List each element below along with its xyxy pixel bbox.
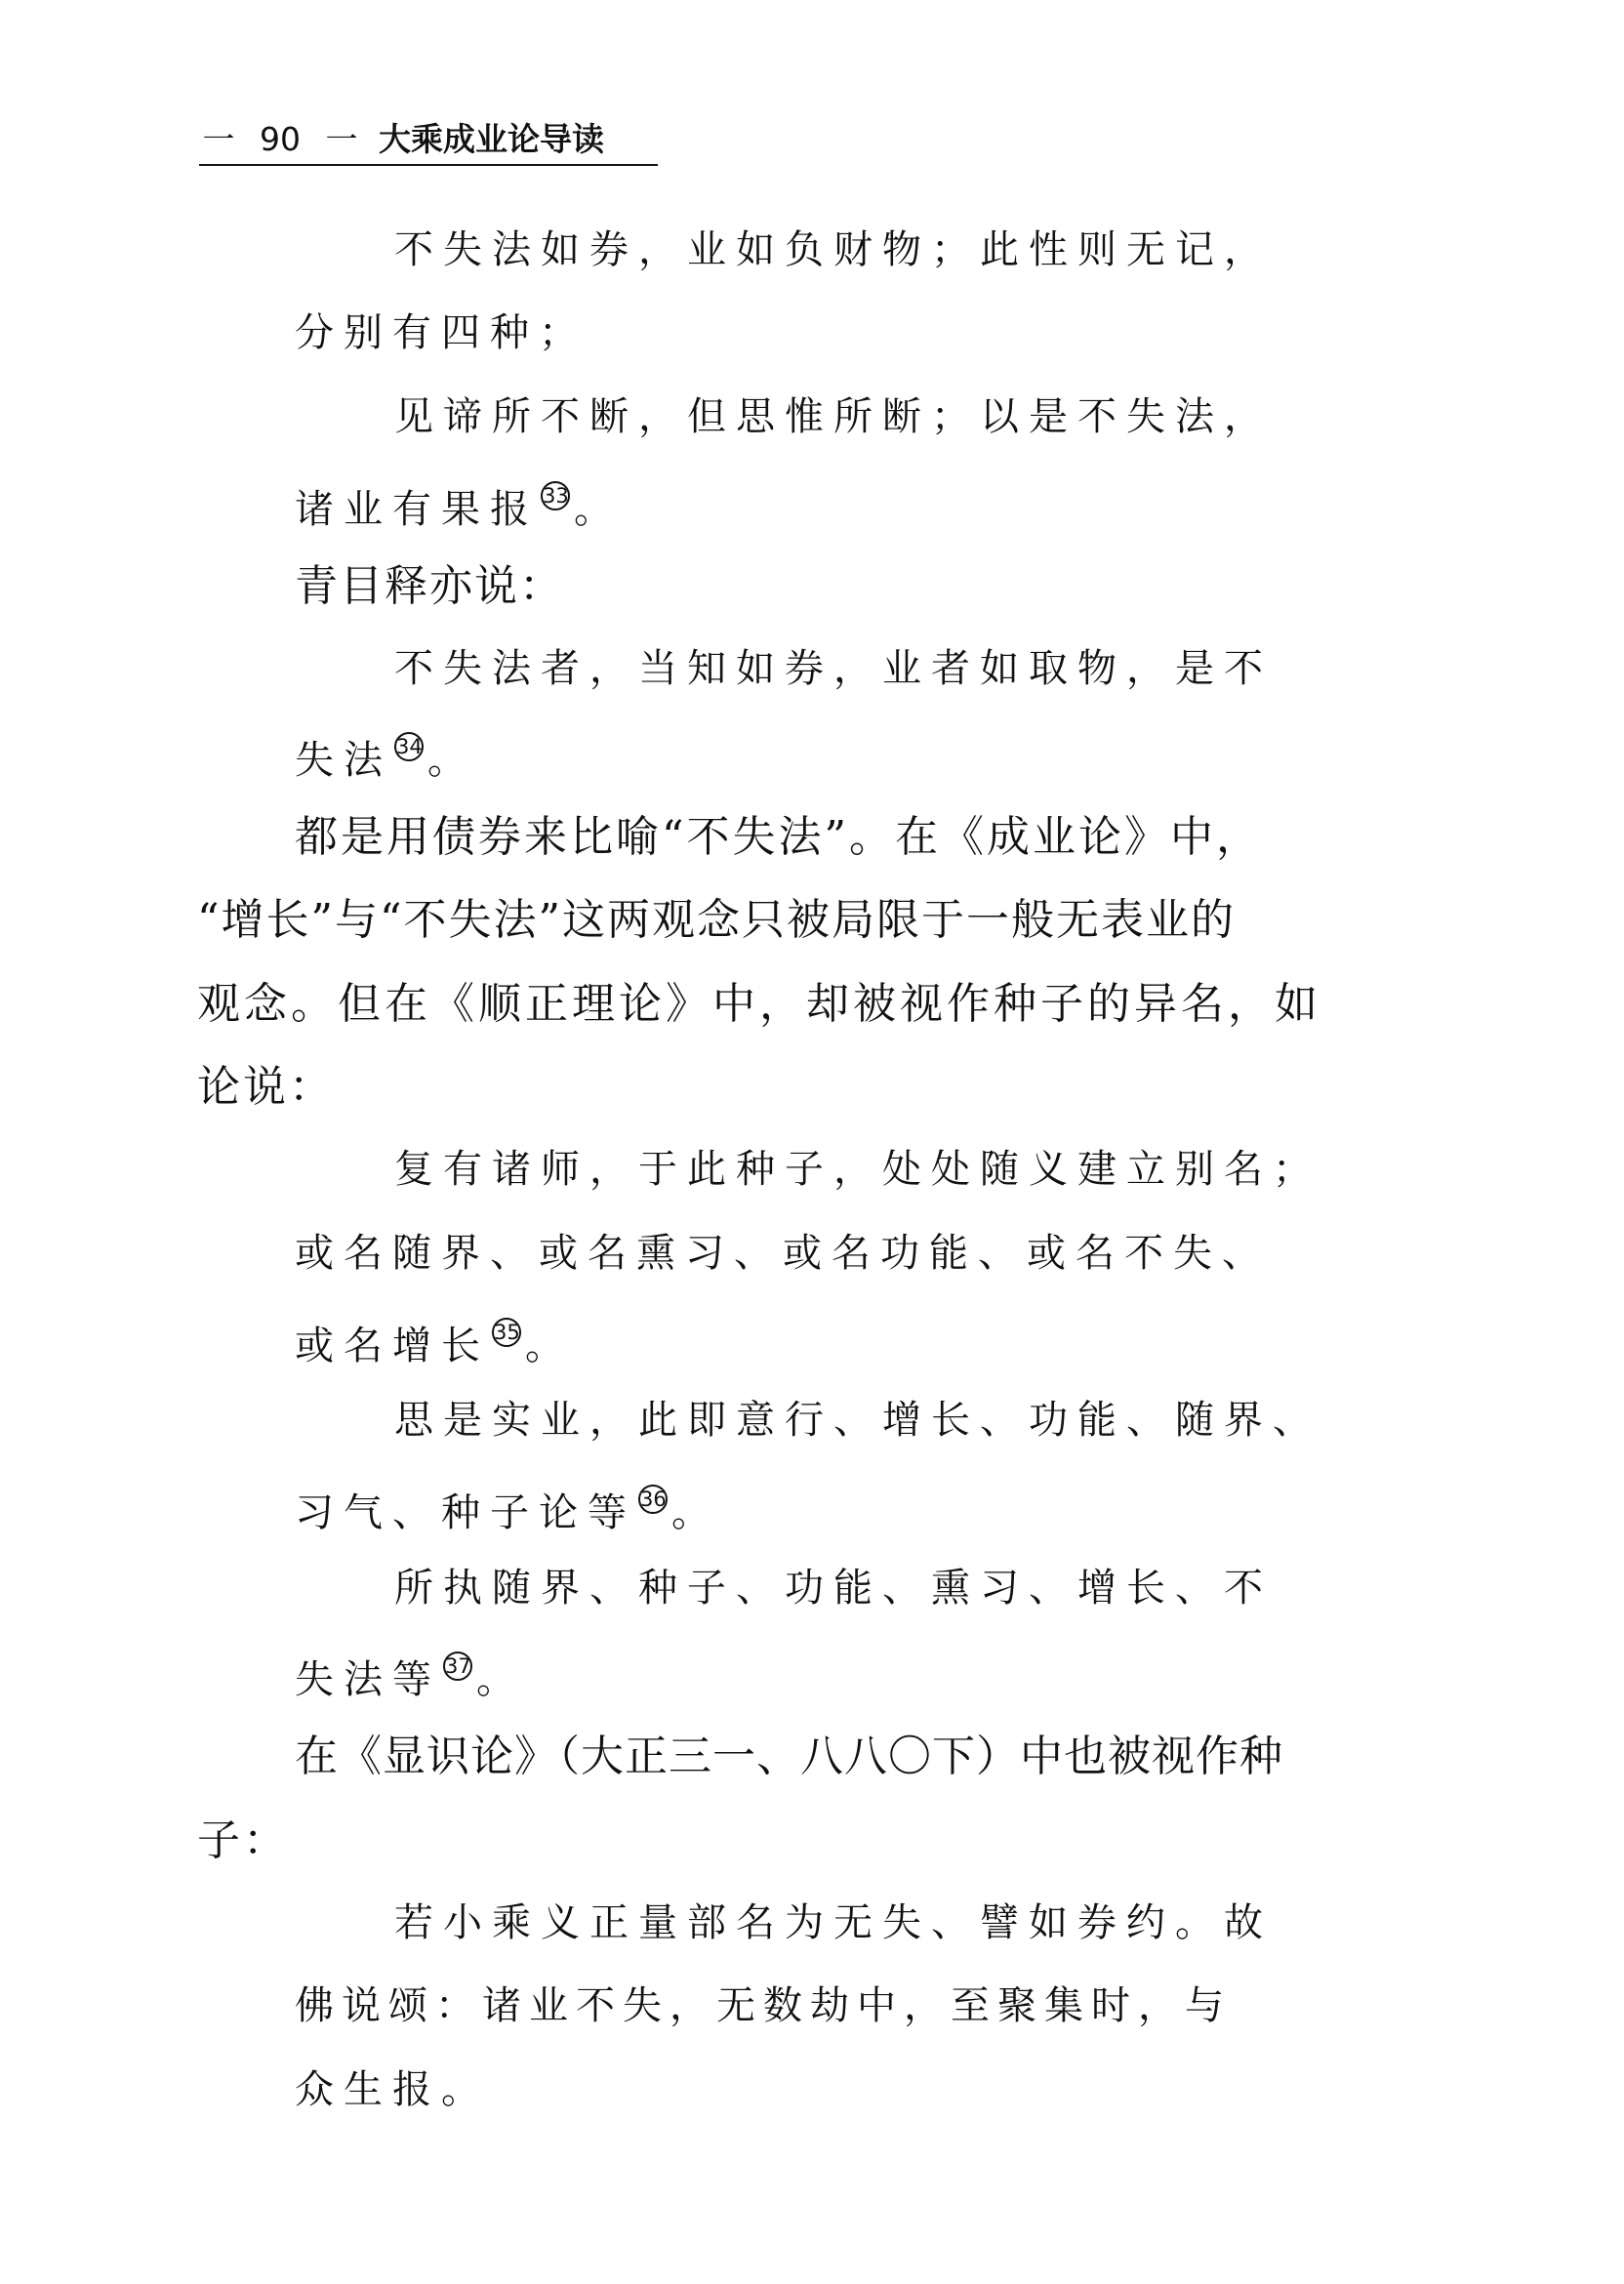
line-text: 观念。但在《顺正理论》中，却被视作种子的异名，如 — [197, 979, 1321, 1029]
quote-line — [394, 1398, 1321, 1443]
line-text: 失法等 — [295, 1657, 441, 1702]
line-text: 众生报。 — [295, 2067, 490, 2112]
line-text: 不失法如券，业如负财物；此性则无记， — [394, 227, 1273, 272]
quote-line — [295, 1231, 1271, 1276]
footnote-marker: 34 — [394, 732, 424, 761]
line-text: 在《显识论》（大正三一、八八〇下）中也被视作种 — [295, 1732, 1283, 1781]
running-header — [199, 117, 658, 166]
line-text: 见谛所不断，但思惟所断；以是不失法， — [394, 394, 1273, 439]
quote-line — [394, 1900, 1273, 1945]
footnote-marker: 37 — [443, 1652, 472, 1681]
line-text: 失法 — [295, 738, 392, 783]
book-title: 大乘成业论导读 — [379, 120, 604, 158]
body-line — [197, 979, 1321, 1029]
line-text: 思是实业，此即意行、增长、功能、随界、 — [394, 1398, 1321, 1443]
quote-line — [394, 1566, 1273, 1611]
line-text: 青目释亦说： — [295, 561, 564, 611]
line-text: 佛说颂：诸业不失，无数劫中，至聚集时，与 — [295, 1983, 1232, 2028]
line-text: 论说： — [197, 1062, 335, 1112]
body-line — [197, 1815, 289, 1865]
line-text: 复有诸师，于此种子，处处随义建立别名； — [394, 1147, 1321, 1192]
line-text: 习气、种子论等 — [295, 1490, 636, 1535]
quote-line — [295, 1318, 574, 1366]
quote-line — [394, 1147, 1321, 1192]
line-text: 所执随界、种子、功能、熏习、增长、不 — [394, 1566, 1273, 1611]
line-tail: 。 — [427, 738, 476, 783]
quote-line — [295, 732, 476, 783]
header-dash-right: 一 — [325, 120, 358, 158]
line-tail: 。 — [525, 1324, 574, 1368]
quote-line — [295, 481, 623, 532]
footnote-marker: 35 — [492, 1318, 521, 1347]
quote-line — [295, 2067, 490, 2112]
line-text: 子： — [197, 1815, 289, 1865]
line-text: 或名增长 — [295, 1324, 490, 1368]
line-text: 或名随界、或名熏习、或名功能、或名不失、 — [295, 1231, 1271, 1276]
body-line — [197, 895, 1236, 945]
line-tail: 。 — [671, 1490, 720, 1535]
line-text: 不失法者，当知如券，业者如取物，是不 — [394, 646, 1273, 691]
body-line — [295, 1732, 1283, 1781]
quote-line — [295, 1652, 525, 1702]
quote-line — [295, 310, 588, 355]
header-dash-left: 一 — [202, 120, 235, 158]
line-text: 诸业有果报 — [295, 487, 539, 532]
quote-line — [394, 646, 1273, 691]
body-line — [197, 1062, 335, 1112]
body-line — [295, 561, 564, 611]
line-tail: 。 — [574, 487, 623, 532]
line-text: “增长”与“不失法”这两观念只被局限于一般无表业的 — [197, 895, 1236, 945]
page-number: 90 — [260, 120, 301, 158]
line-text: 若小乘义正量部名为无失、譬如券约。故 — [394, 1900, 1273, 1945]
footnote-marker: 36 — [638, 1485, 668, 1514]
quote-line — [295, 1983, 1232, 2028]
footnote-marker: 33 — [541, 481, 570, 510]
line-tail: 。 — [476, 1657, 525, 1702]
quote-line — [394, 394, 1273, 439]
line-text: 都是用债券来比喻“不失法”。在《成业论》中， — [295, 812, 1262, 862]
quote-line — [394, 227, 1273, 272]
quote-line — [295, 1485, 720, 1535]
body-line — [295, 812, 1262, 862]
line-text: 分别有四种； — [295, 310, 588, 355]
